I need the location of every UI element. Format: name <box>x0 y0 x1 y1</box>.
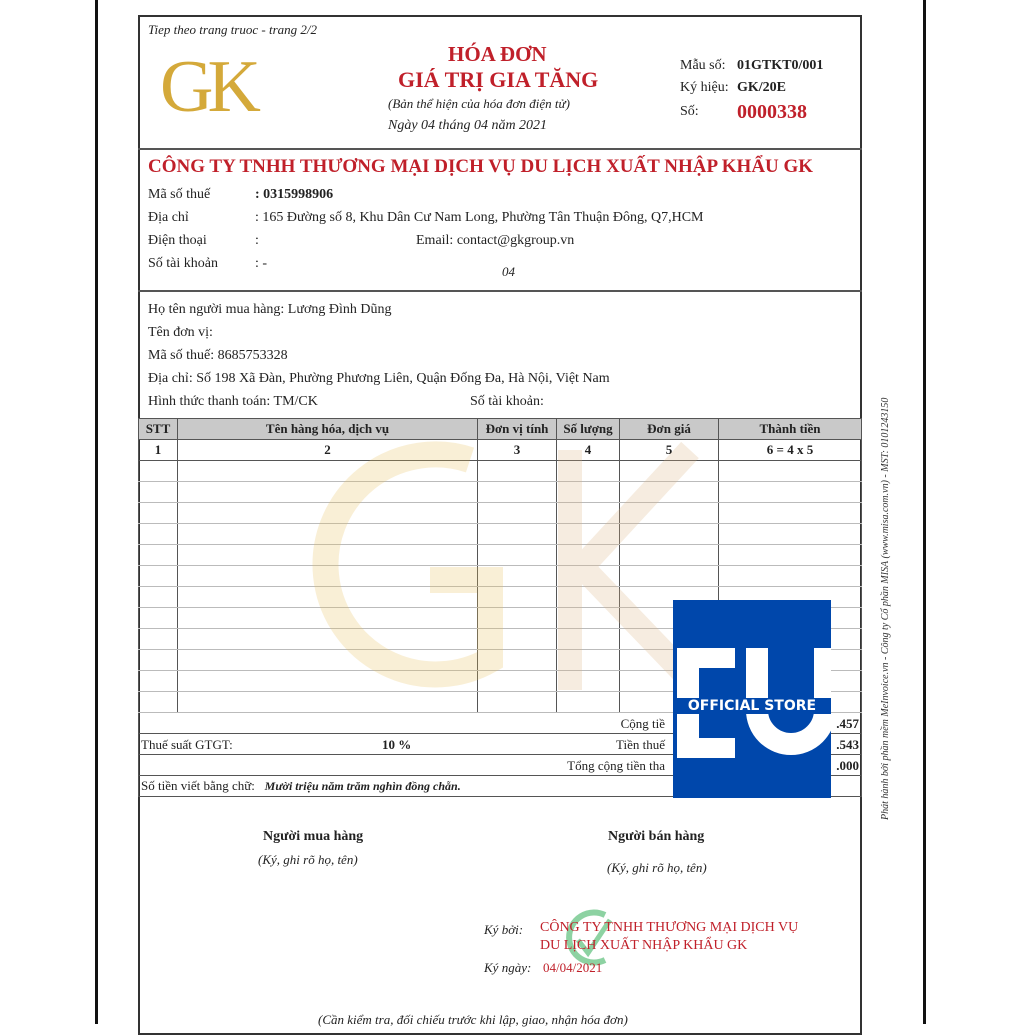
buyer-signature-title: Người mua hàng <box>263 829 364 844</box>
empty-cell <box>478 503 557 524</box>
cell: 4 <box>557 440 620 461</box>
empty-cell <box>719 482 862 503</box>
empty-cell <box>557 545 620 566</box>
col-header: Tên hàng hóa, dịch vụ <box>178 419 478 440</box>
col-header: Đơn giá <box>620 419 719 440</box>
empty-cell <box>719 461 862 482</box>
empty-cell <box>620 566 719 587</box>
words-value: Mười triệu năm trăm nghìn đồng chẵn. <box>264 779 461 793</box>
col-header: STT <box>139 419 178 440</box>
buyer-name: Họ tên người mua hàng: Lương Đình Dũng <box>148 302 392 317</box>
official-store-label: OFFICIAL STORE <box>673 698 831 714</box>
empty-cell <box>557 629 620 650</box>
empty-cell <box>557 503 620 524</box>
words-label: Số tiền viết bằng chữ: <box>141 778 255 793</box>
empty-cell <box>719 566 862 587</box>
empty-cell <box>139 524 178 545</box>
empty-cell <box>719 503 862 524</box>
symbol-label: Ký hiệu: <box>680 80 729 95</box>
empty-cell <box>478 608 557 629</box>
invoice-title-2: GIÁ TRỊ GIA TĂNG <box>398 67 599 92</box>
page-border-left <box>95 0 98 1024</box>
seller-account-value: : - <box>255 256 268 271</box>
form-label: Mẫu số: <box>680 58 726 73</box>
invoice-date: Ngày 04 tháng 04 năm 2021 <box>388 118 548 133</box>
cell: 3 <box>478 440 557 461</box>
invoice-subtitle: (Bản thể hiện của hóa đơn điện tử) <box>388 96 570 111</box>
empty-cell <box>620 524 719 545</box>
buyer-payment: Hình thức thanh toán: TM/CK <box>148 394 318 409</box>
seller-tax-value: : 0315998906 <box>255 187 334 202</box>
empty-cell <box>178 587 478 608</box>
signed-by-line2: DU LỊCH XUẤT NHẬP KHẨU GK <box>540 938 748 953</box>
empty-cell <box>478 524 557 545</box>
empty-cell <box>178 545 478 566</box>
empty-cell <box>478 482 557 503</box>
table-row <box>139 482 862 503</box>
table-row <box>139 461 862 482</box>
empty-cell <box>178 629 478 650</box>
seller-phone-label: Điện thoại <box>148 233 207 248</box>
subtotal-value: .457 <box>836 716 859 731</box>
total-value: .000 <box>836 758 859 773</box>
empty-cell <box>178 692 478 713</box>
empty-cell <box>178 671 478 692</box>
seller-tax-label: Mã số thuế <box>148 187 211 202</box>
empty-cell <box>178 482 478 503</box>
signed-by-line1: CÔNG TY TNHH THƯƠNG MẠI DỊCH VỤ <box>540 920 799 935</box>
table-row <box>139 545 862 566</box>
total-label: Tổng cộng tiền tha <box>567 758 665 773</box>
empty-cell <box>557 461 620 482</box>
cell: 5 <box>620 440 719 461</box>
vat-rate-label: Thuế suất GTGT: <box>141 737 233 752</box>
empty-cell <box>139 503 178 524</box>
col-header: Đơn vị tính <box>478 419 557 440</box>
buyer-tax: Mã số thuế: 8685753328 <box>148 348 288 363</box>
empty-cell <box>620 503 719 524</box>
empty-cell <box>139 671 178 692</box>
subtotal-label: Cộng tiề <box>620 716 665 731</box>
col-header: Số lượng <box>557 419 620 440</box>
seller-signature-title: Người bán hàng <box>608 829 705 844</box>
empty-cell <box>557 650 620 671</box>
table-index-row <box>139 440 862 461</box>
empty-cell <box>478 650 557 671</box>
seller-email: Email: contact@gkgroup.vn <box>416 233 575 248</box>
official-store-badge <box>673 600 831 798</box>
empty-cell <box>620 482 719 503</box>
seller-address-value: : 165 Đường số 8, Khu Dân Cư Nam Long, Phường Tân Thuận Đông, Q7,HCM <box>255 210 704 225</box>
empty-cell <box>139 587 178 608</box>
table-row <box>139 503 862 524</box>
empty-cell <box>557 587 620 608</box>
empty-cell <box>557 608 620 629</box>
empty-cell <box>178 650 478 671</box>
buyer-unit: Tên đơn vị: <box>148 325 213 340</box>
empty-cell <box>620 461 719 482</box>
vat-label: Tiền thuế <box>616 737 665 752</box>
seller-phone-value: : <box>255 233 259 248</box>
company-logo: GK <box>160 46 255 128</box>
signed-date-label: Ký ngày: <box>484 960 532 975</box>
empty-cell <box>178 461 478 482</box>
empty-cell <box>478 692 557 713</box>
seller-account-label: Số tài khoản <box>148 256 218 271</box>
invoice-number: 0000338 <box>737 101 807 123</box>
cell: 1 <box>139 440 178 461</box>
empty-cell <box>139 482 178 503</box>
empty-cell <box>139 608 178 629</box>
seller-address-label: Địa chỉ <box>148 210 189 225</box>
empty-cell <box>557 671 620 692</box>
empty-cell <box>139 692 178 713</box>
empty-cell <box>478 545 557 566</box>
buyer-address: Địa chỉ: Số 198 Xã Đàn, Phường Phương Liên, Quận Đống Đa, Hà Nội, Việt Nam <box>148 371 610 386</box>
empty-cell <box>139 629 178 650</box>
seller-name: CÔNG TY TNHH THƯƠNG MẠI DỊCH VỤ DU LỊCH XUẤT NHẬP KHẨU GK <box>148 156 814 177</box>
empty-cell <box>139 650 178 671</box>
empty-cell <box>557 692 620 713</box>
empty-cell <box>139 545 178 566</box>
empty-cell <box>478 629 557 650</box>
table-row <box>139 566 862 587</box>
empty-cell <box>178 608 478 629</box>
empty-cell <box>719 524 862 545</box>
empty-cell <box>557 482 620 503</box>
footer-note: (Cần kiểm tra, đối chiếu trước khi lập, giao, nhận hóa đơn) <box>318 1012 628 1027</box>
symbol-value: GK/20E <box>737 80 787 95</box>
empty-cell <box>178 524 478 545</box>
cell: 6 = 4 x 5 <box>719 440 862 461</box>
divider <box>138 290 862 292</box>
empty-cell <box>178 566 478 587</box>
col-header: Thành tiền <box>719 419 862 440</box>
empty-cell <box>478 671 557 692</box>
table-header-row <box>139 419 862 440</box>
empty-cell <box>478 587 557 608</box>
invoice-title: HÓA ĐƠN <box>448 42 547 66</box>
cell: 2 <box>178 440 478 461</box>
empty-cell <box>139 461 178 482</box>
divider <box>138 148 862 150</box>
empty-cell <box>557 566 620 587</box>
empty-cell <box>139 566 178 587</box>
buyer-signature-note: (Ký, ghi rõ họ, tên) <box>258 852 358 867</box>
table-row <box>139 524 862 545</box>
vat-rate: 10 % <box>382 737 412 752</box>
seller-extra: 04 <box>502 264 515 279</box>
continuation-note: Tiep theo trang truoc - trang 2/2 <box>148 22 317 37</box>
empty-cell <box>178 503 478 524</box>
page-border-right <box>923 0 926 1024</box>
form-value: 01GTKT0/001 <box>737 58 824 73</box>
number-label: Số: <box>680 104 699 119</box>
empty-cell <box>719 545 862 566</box>
buyer-account: Số tài khoản: <box>470 394 544 409</box>
vat-value: .543 <box>836 737 859 752</box>
signed-by-label: Ký bởi: <box>484 922 524 937</box>
software-credit: Phát hành bởi phần mềm MeInvoice.vn - Công ty Cổ phần MISA (www.misa.com.vn) - MST: 0101243150 <box>880 397 891 820</box>
signed-date: 04/04/2021 <box>543 960 603 975</box>
empty-cell <box>478 461 557 482</box>
empty-cell <box>557 524 620 545</box>
empty-cell <box>478 566 557 587</box>
seller-signature-note: (Ký, ghi rõ họ, tên) <box>607 860 707 875</box>
empty-cell <box>620 545 719 566</box>
